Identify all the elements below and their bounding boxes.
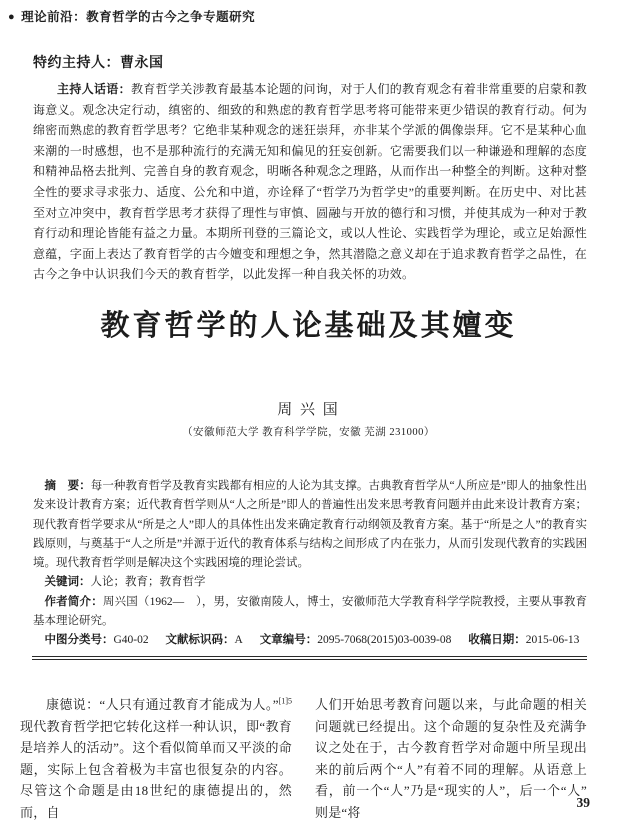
section-header-text: 理论前沿：教育哲学的古今之争专题研究 [21, 10, 256, 24]
doc-code-value: A [234, 634, 243, 647]
author-bio-text: 周兴国（1962— ），男，安徽南陵人，博士，安徽师范大学教育科学学院教授，主要从事教育基本理论研究。 [33, 595, 588, 628]
bullet-icon: ● [8, 11, 16, 23]
double-rule-divider [32, 656, 587, 660]
clc-value: G40-02 [113, 634, 149, 647]
body-column-left [20, 694, 292, 824]
abstract-text: 每一种教育哲学及教育实践都有相应的人论为其支撑。古典教育哲学从“人所应是”即人的抽象性出发来设计教育方案；近代教育哲学则从“人之所是”即人的普遍性出发来思考教育问题并由此来设计教育方案；现代教育哲学要求从“所是之人”即人的具体性出发来确定教育行动纲领及教育方案。基于“所是之人”的教育实践原则，与奠基于“人之所是”并源于近代的教育体系与结构之间形成了内在张力，从而引发现代教育的实践困境。现代教育哲学则是解决这个实践困境的理论尝试。 [33, 480, 587, 570]
received-date-pair [468, 634, 579, 646]
body-paragraph-right: 人们开始思考教育问题以来，与此命题的相关问题就已经提出。这个命题的复杂性及充满争议之处在于，古今教育哲学对命题中所呈现出来的前后两个“人”有着不同的理解。从语意上看，前一个“人”乃是“现实的人”，后一个“人”则是“将 [315, 697, 587, 820]
clc-pair [45, 634, 149, 646]
clc-label: 中图分类号： [44, 634, 114, 647]
host-speech-label: 主持人话语： [57, 82, 131, 96]
body-paragraph-left [20, 694, 292, 824]
keywords-text: 人论；教育；教育哲学 [90, 576, 206, 589]
body-columns [20, 694, 588, 824]
abstract-paragraph [33, 477, 587, 573]
keywords-label: 关键词： [44, 576, 91, 589]
pubmeta-line [33, 631, 587, 650]
article-id-pair [260, 634, 452, 646]
article-id-label: 文章编号： [259, 634, 318, 647]
keywords-line [33, 573, 587, 592]
article-author: 周 兴 国 [277, 402, 340, 418]
abstract-label: 摘 要： [44, 480, 91, 492]
article-title: 教育哲学的人论基础及其嬗变 [100, 310, 517, 342]
section-header [8, 7, 607, 25]
doc-code-pair [166, 634, 243, 646]
body-left-post: 现代教育哲学把它转化这样一种认识，即“教育是培养人的活动”。这个看似简单而又平淡的命题，实际上包含着极为丰富也很复杂的内容。尽管这个命题是由18世纪的康德提出的，然而，自 [20, 718, 292, 820]
author-bio-line [33, 593, 587, 632]
author-bio-label: 作者简介： [44, 595, 103, 608]
host-speech-text: 教育哲学关涉教育最基本论题的问询，对于人们的教育观念有着非常重要的启蒙和教诲意义。观念决定行动，缜密的、细致的和熟虑的教育哲学思考将可能带来更少错误的教育行动。何为绵密而熟虑的教育哲学思考？它绝非某种观念的迷狂崇拜，亦非某个学派的偶像崇拜。它不是某种心血来潮的一时感想，也不是那种流行的充满无知和偏见的狂妄创新。它需要我们以一种谦逊和理解的态度和精神品格去批判、完善自身的教育观念，明晰各种观念之理路，从而作出一种整全的判断。这种对整全性的要求寻求张力、适度、公允和中道，亦诠释了“哲学乃为哲学史”的重要判断。在历史中、对比甚至对立冲突中，教育哲学思考才获得了理性与审慎、圆融与开放的德行和习惯，并使其成为一种对于教育行动和理论皆能有益之力量。本期所刊登的三篇论文，或以人性论、实践哲学为理论，或立足始源性意蕴，字面上表达了教育哲学的古今嬗变和理想之争，然其潜隐之意义却在于追求教育哲学之品性，在古今之争中认识我们今天的教育哲学，以此发挥一种自我关怀的功效。 [33, 82, 587, 282]
citation-ref: [1]5 [278, 696, 292, 706]
body-column-right [315, 694, 587, 824]
article-affiliation: （安徽师范大学 教育科学学院，安徽 芜湖 231000） [182, 427, 435, 438]
abstract-block [33, 477, 587, 651]
body-left-pre: 康德说：“人只有通过教育才能成为人。” [46, 697, 279, 712]
host-speech [33, 79, 587, 285]
host-name: 特约主持人：曹永国 [33, 56, 164, 71]
page-number: 39 [576, 795, 590, 810]
article-id-value: 2095-7068(2015)03-0039-08 [317, 634, 452, 647]
host-block [33, 52, 587, 285]
doc-code-label: 文献标识码： [165, 634, 235, 647]
received-date-label: 收稿日期： [468, 634, 526, 647]
received-date-value: 2015-06-13 [525, 634, 580, 647]
